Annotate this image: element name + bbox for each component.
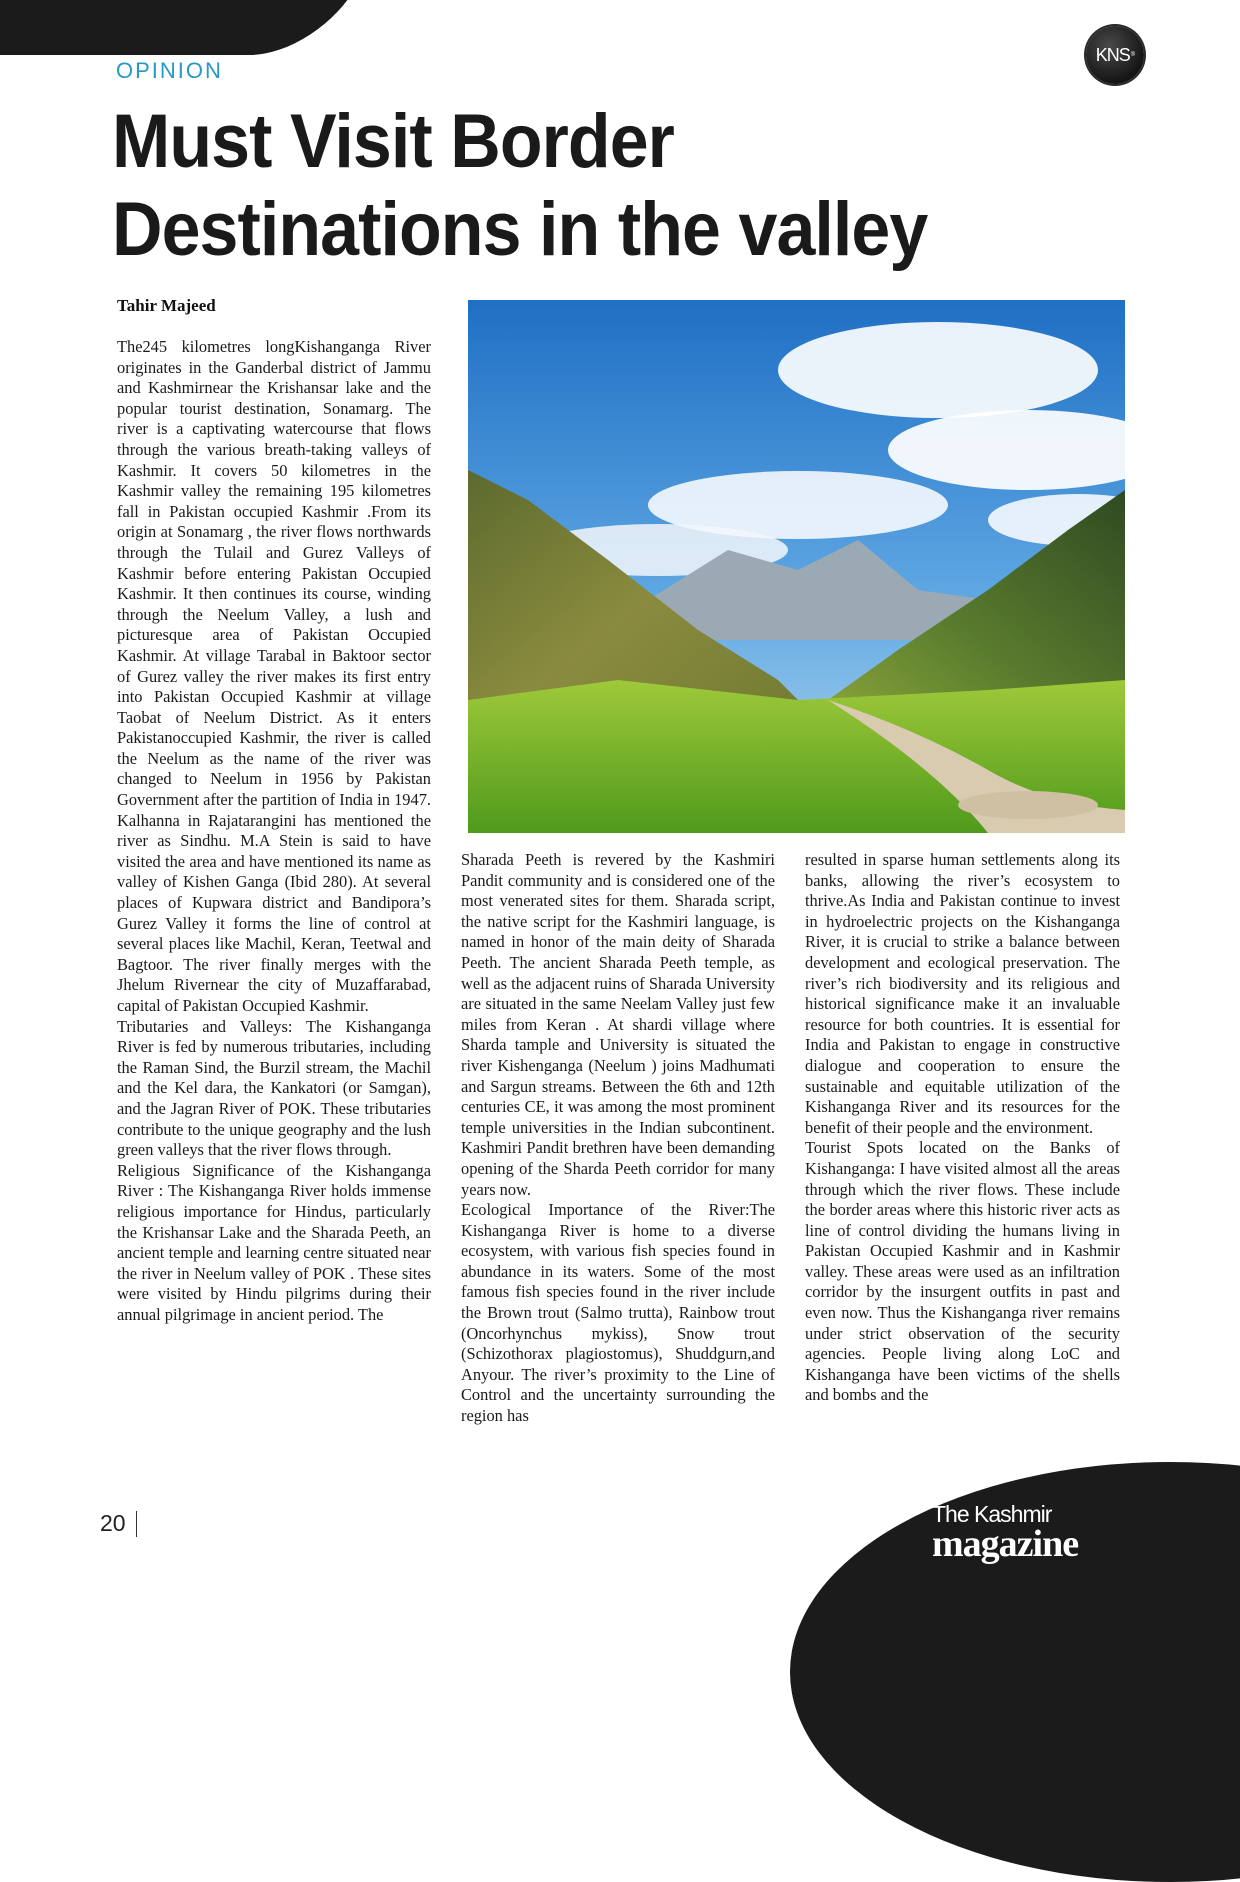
paragraph: Religious Significance of the Kishanganga River : The Kishanganga River holds immense religious importance for Hindus, particularly the Krishansar Lake and the Sharada Peeth, an ancient temple and learning centre situated near the river in Neelum valley of POK . These sites were visited by Hindu pilgrims during their annual pilgrimage in ancient period. The [117, 1160, 431, 1324]
paragraph: Tourist Spots located on the Banks of Kishanganga: I have visited almost all the areas through which the river flows. These include the border areas where this historic river acts as line of control dividing the humans living in Pakistan Occupied Kashmir and in Kashmir valley. These areas were used as an infiltration corridor by the insurgent outfits in past and even now. Thus the Kishanganga river remains under strict observation of the security agencies. People living along LoC and Kishanganga have been victims of the shells and bombs and the [805, 1138, 1120, 1405]
article-column-2 [461, 850, 775, 1470]
article-column-1 [117, 337, 431, 1477]
author-byline: Tahir Majeed [117, 296, 216, 315]
headline-line-2: Destinations in the valley [112, 187, 928, 272]
article-column-3 [805, 850, 1120, 1470]
valley-photo [468, 300, 1125, 833]
brand-top-text: The Kashmir [932, 1501, 1052, 1527]
paragraph: resulted in sparse human settlements along its banks, allowing the river’s ecosystem to thrive.As India and Pakistan continue to invest in hydroelectric projects on the Kishanganga River, it is crucial to strike a balance between development and ecological preservation. The river’s rich biodiversity and its religious and historical significance make it an invaluable resource for both countries. It is essential for India and Pakistan to engage in constructive dialogue and cooperation to ensure the sustainable and equitable utilization of the Kishanganga River and its resources for the benefit of their people and the environment. [805, 850, 1120, 1137]
section-label: OPINION [116, 58, 223, 83]
kns-logo-text: KNS [1095, 44, 1130, 65]
header-tab-shape [0, 0, 365, 55]
paragraph: Sharada Peeth is revered by the Kashmiri Pandit community and is considered one of the most venerated sites for them. Sharada script, the native script for the Kashmiri language, is named in honor of the main deity of Sharada Peeth. The ancient Sharada Peeth temple, as well as the adjacent ruins of Sharada University are situated in the same Neelam Valley just few miles from Keran . At shardi village where Sharda tample and University is situated the river Kishenganga (Neelum ) joins Madhumati and Sargun streams. Between the 6th and 12th centuries CE, it was among the most prominent temple universities in the Indian subcontinent. Kashmiri Pandit brethren have been demanding opening of the Sharda Peeth corridor for many years now. [461, 850, 775, 1199]
kns-logo [1086, 26, 1144, 84]
article-headline [112, 98, 940, 274]
brand-main-text: magazine [932, 1523, 1079, 1565]
page-number: 20 [100, 1510, 126, 1536]
paragraph: The245 kilometres longKishanganga River originates in the Ganderbal district of Jammu and Kashmirnear the Krishansar lake and the popular tourist destination, Sonamarg. The river is a captivating watercourse that flows through the various breath-taking valleys of Kashmir. It covers 50 kilometres in the Kashmir valley the remaining 195 kilometres fall in Pakistan occupied Kashmir .From its origin at Sonamarg , the river flows northwards through the Tulail and Gurez Valleys of Kashmir before entering Pakistan Occupied Kashmir. It then continues its course, winding through the Neelum Valley, a lush and picturesque area of Pakistan Occupied Kashmir. At village Tarabal in Baktoor sector of Gurez valley the river makes its first entry into Pakistan Occupied Kashmir at village Taobat of Neelum District. As it enters Pakistanoccupied Kashmir, the river is called the Neelum as the name of the river was changed to Neelum in 1956 by Pakistan Government after the partition of India in 1947. Kalhanna in Rajatarangini has mentioned the river as Sindhu. M.A Stein is said to have visited the area and have mentioned its name as valley of Kishen Ganga (Ibid 280). At several places of Kupwara district and Bandipora’s Gurez Valley it forms the line of control at several places like Machil, Keran, Teetwal and Bagtoor. The river finally merges with the Jhelum Rivernear the city of Muzaffarabad, capital of Pakistan Occupied Kashmir. [117, 337, 431, 1015]
headline-line-1: Must Visit Border [112, 99, 674, 184]
page-number-divider [136, 1511, 137, 1537]
registered-mark: ® [1130, 52, 1135, 58]
mountain-valley-photo-icon [468, 300, 1125, 833]
magazine-brand-logo [932, 1501, 1079, 1565]
paragraph: Tributaries and Valleys: The Kishanganga River is fed by numerous tributaries, including the Raman Sind, the Burzil stream, the Machil and the Kel dara, the Kankatori (or Samgan), and the Jagran River of POK. These tributaries contribute to the unique geography and the lush green valleys that the river flows through. [117, 1016, 431, 1160]
paragraph: Ecological Importance of the River:The Kishanganga River is home to a diverse ecosystem, with various fish species found in abundance in its waters. Some of the most famous fish species found in the river include the Brown trout (Salmo trutta), Rainbow trout (Oncorhynchus mykiss), Snow trout (Schizothorax plagiostomus), Shuddgurn,and Anyour. The river’s proximity to the Line of Control and the uncertainty surrounding the region has [461, 1200, 775, 1426]
